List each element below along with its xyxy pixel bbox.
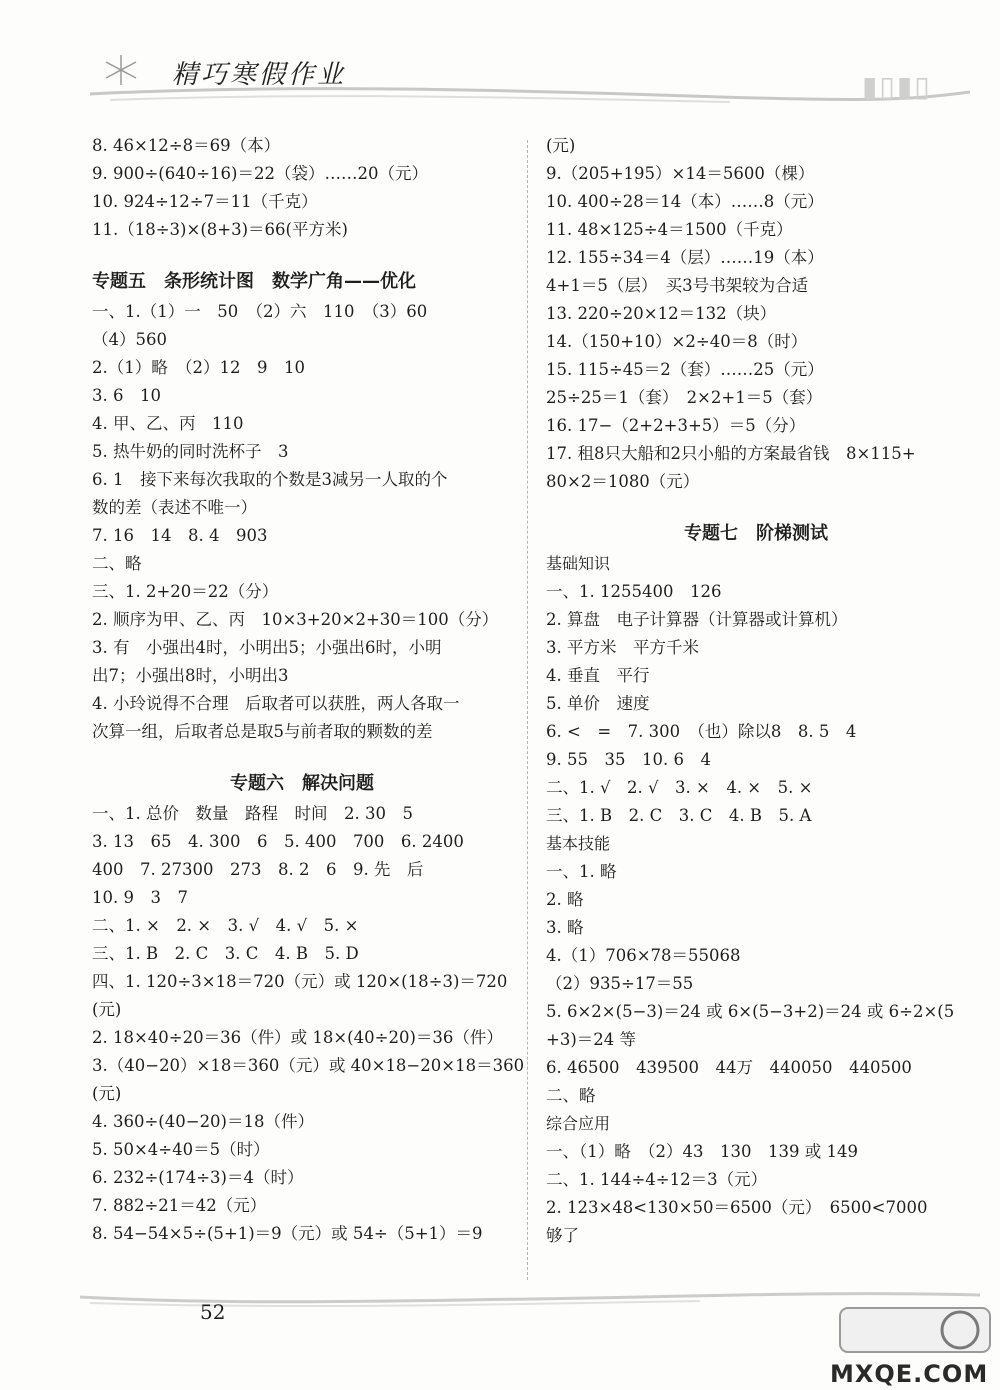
answer-line: 6. 232÷(174÷3)＝4（时）: [92, 1168, 304, 1187]
answer-line: 11. 48×125÷4＝1500（千克）: [546, 220, 793, 239]
answer-line: 2. 顺序为甲、乙、丙 10×3+20×2+30＝100（分）: [92, 610, 499, 629]
answer-line: 400 7. 27300 273 8. 2 6 9. 先 后: [92, 860, 424, 879]
answer-line: 二、略: [92, 554, 142, 573]
section-title: 专题七 阶梯测试: [684, 523, 828, 544]
answer-line: 二、1. × 2. × 3. √ 4. √ 5. ×: [92, 916, 359, 935]
answer-line: 4. 360÷(40−20)＝18（件）: [92, 1112, 314, 1131]
answer-line: 9. 55 35 10. 6 4: [546, 750, 711, 769]
answer-line: 三、1. 2+20＝22（分）: [92, 582, 279, 601]
answer-line: 四、1. 120÷3×18＝720（元）或 120×(18÷3)＝720: [92, 972, 508, 991]
answer-line: 2. 算盘 电子计算器（计算器或计算机）: [546, 610, 848, 629]
answer-line: （4）560: [92, 330, 167, 349]
answer-line: 一、1. 略: [546, 862, 617, 881]
answer-line: (元): [92, 1000, 122, 1019]
answer-line: 6. < = 7. 300 （也）除以8 8. 5 4: [546, 722, 857, 741]
answer-line: 一、1.（1）一 50 （2）六 110 （3）60: [92, 302, 428, 321]
answer-line: 次算一组，后取者总是取5与前者取的颗数的差: [92, 722, 433, 741]
answer-line: 4. 垂直 平行: [546, 666, 650, 685]
answer-line: 9.（205+195）×14＝5600（棵）: [546, 164, 815, 183]
spacer: [92, 746, 512, 770]
answer-line: 7. 16 14 8. 4 903: [92, 526, 268, 545]
answer-line: （2）935÷17＝55: [546, 974, 694, 993]
answer-line: 9. 900÷(640÷16)＝22（袋）……20（元）: [92, 164, 428, 183]
left-column: [92, 132, 525, 1248]
answer-line: 一、（1）略 （2）43 130 139 或 149: [546, 1142, 858, 1161]
answer-line: 4. 小玲说得不合理 后取者可以获胜，两人各取一: [92, 694, 460, 713]
answer-line: 16. 17−（2+2+3+5）＝5（分）: [546, 416, 806, 435]
answer-line: 4.（1）706×78＝55068: [546, 946, 741, 965]
answer-line: 8. 54−54×5÷(5+1)＝9（元）或 54÷（5+1）＝9: [92, 1224, 483, 1243]
answer-line: 7. 882÷21＝42（元）: [92, 1196, 267, 1215]
right-column: [546, 132, 966, 1250]
answer-line: (元): [546, 136, 576, 155]
answer-line: 2. 略: [546, 890, 584, 909]
book-title: 精巧寒假作业: [172, 60, 347, 90]
watermark-text: MXQE.COM: [830, 1360, 989, 1388]
answer-line: 出7；小强出8时，小明出3: [92, 666, 289, 685]
answer-line: 15. 115÷45＝2（套）……25（元）: [546, 360, 824, 379]
answer-line: 11.（18÷3)×(8+3)＝66(平方米): [92, 220, 348, 239]
subsection-heading: 综合应用: [546, 1114, 611, 1133]
column-divider: [527, 140, 528, 1280]
answer-line: 3.（40−20）×18＝360（元）或 40×18−20×18＝360: [92, 1056, 525, 1075]
answer-line: 二、1. 144÷4÷12＝3（元）: [546, 1170, 768, 1189]
answer-line: 5. 6×2×(5−3)＝24 或 6×(5−3+2)＝24 或 6÷2×(5: [546, 1002, 955, 1021]
answer-line: 数的差（表述不唯一）: [92, 498, 257, 517]
answer-line: 13. 220÷20×12＝132（块）: [546, 304, 777, 323]
answer-line: 2. 18×40÷20＝36（件）或 18×(40÷20)＝36（件）: [92, 1028, 503, 1047]
header-logo-decoration: ▮▯▮▯: [862, 70, 932, 103]
answer-line: (元): [92, 1084, 122, 1103]
page-number: 52: [200, 1300, 226, 1324]
answer-line: 8. 46×12÷8＝69（本）: [92, 136, 281, 155]
answer-line: 12. 155÷34＝4（层）……19（本）: [546, 248, 824, 267]
answer-line: 二、略: [546, 1086, 596, 1105]
subsection-heading: 基础知识: [546, 554, 611, 573]
answer-line: 三、1. B 2. C 3. C 4. B 5. D: [92, 944, 359, 963]
answer-line: 17. 租8只大船和2只小船的方案最省钱 8×115+: [546, 444, 916, 463]
answer-line: 一、1. 总价 数量 路程 时间 2. 30 5: [92, 804, 413, 823]
header-swoosh-decoration: [90, 80, 970, 110]
answer-line: 2. 123×48<130×50＝6500（元） 6500<7000: [546, 1198, 928, 1217]
answer-line: 6. 46500 439500 44万 440050 440500: [546, 1058, 912, 1077]
answer-line: 三、1. B 2. C 3. C 4. B 5. A: [546, 806, 812, 825]
answer-line: 5. 50×4÷40＝5（时）: [92, 1140, 270, 1159]
answer-line: 3. 平方米 平方千米: [546, 638, 699, 657]
answer-line: 3. 13 65 4. 300 6 5. 400 700 6. 2400: [92, 832, 464, 851]
watermark: [830, 1300, 1000, 1390]
page-header: [0, 0, 1000, 120]
answer-line: 10. 400÷28＝14（本）……8（元）: [546, 192, 824, 211]
answer-line: 80×2＝1080（元）: [546, 472, 700, 491]
subsection-heading: 基本技能: [546, 834, 611, 853]
answer-line: 6. 1 接下来每次我取的个数是3减另一人取的个: [92, 470, 448, 489]
answer-line: 10. 9 3 7: [92, 888, 188, 907]
answer-line: 25÷25＝1（套） 2×2+1＝5（套）: [546, 388, 823, 407]
answer-line: 一、1. 1255400 126: [546, 582, 722, 601]
answer-line: 3. 有 小强出4时，小明出5；小强出6时，小明: [92, 638, 442, 657]
answer-line: 10. 924÷12÷7＝11（千克）: [92, 192, 318, 211]
answer-line: 14.（150+10）×2÷40＝8（时）: [546, 332, 808, 351]
spacer: [546, 496, 966, 520]
answer-line: +3)＝24 等: [546, 1030, 637, 1049]
answer-line: 3. 略: [546, 918, 584, 937]
answer-line: 够了: [546, 1226, 579, 1245]
answer-line: 3. 6 10: [92, 386, 161, 405]
section-title: 专题五 条形统计图 数学广角——优化: [92, 271, 416, 292]
answer-line: 2.（1）略 （2）12 9 10: [92, 358, 305, 377]
spacer: [92, 244, 512, 268]
answer-line: 二、1. √ 2. √ 3. × 4. × 5. ×: [546, 778, 813, 797]
answer-line: 4. 甲、乙、丙 110: [92, 414, 244, 433]
answer-line: 4+1＝5（层） 买3号书架较为合适: [546, 276, 809, 295]
section-title: 专题六 解决问题: [230, 773, 374, 794]
answer-line: 5. 热牛奶的同时洗杯子 3: [92, 442, 289, 461]
answer-line: 5. 单价 速度: [546, 694, 650, 713]
watermark-logo-icon: [830, 1300, 1000, 1360]
